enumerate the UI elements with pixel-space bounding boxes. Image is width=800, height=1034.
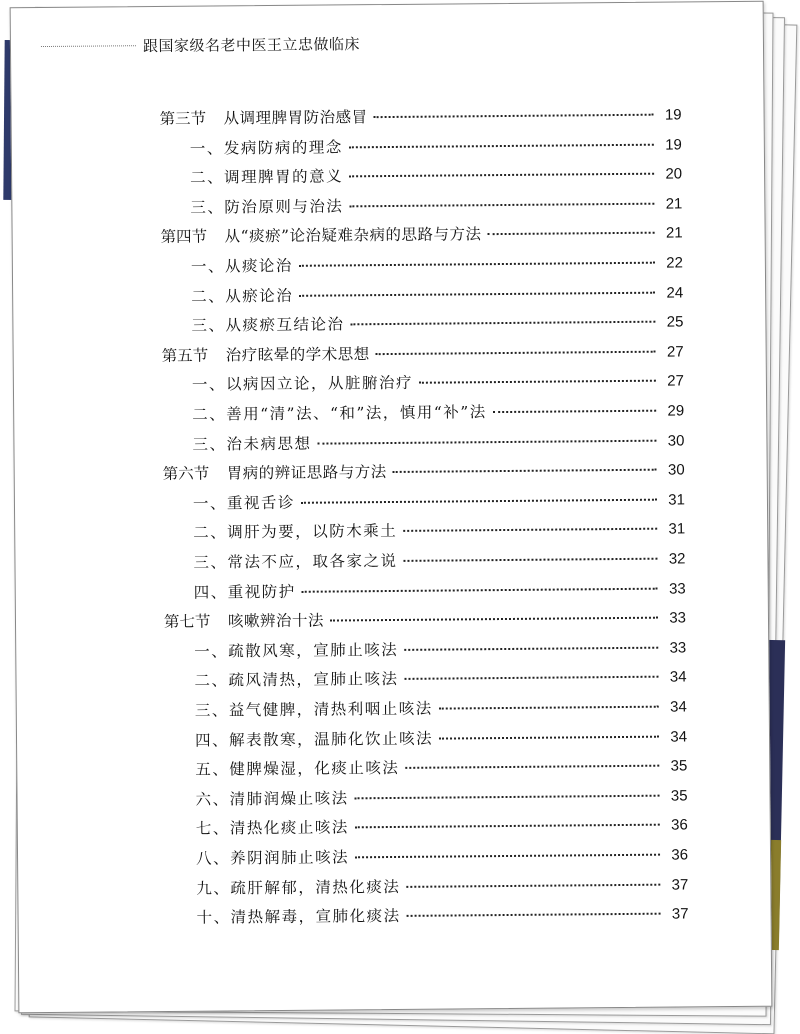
toc-section-title: 胃病的辨证思路与方法 (226, 463, 387, 483)
toc-item-title: 四、解表散寒，温肺化饮止咳法 (194, 729, 434, 750)
dot-leader (299, 262, 655, 267)
toc-section-title: 治疗眩晕的学术思想 (225, 344, 370, 365)
dot-leader (493, 410, 656, 413)
toc-item-title: 十、清热解毒，宣肺化痰法 (196, 907, 401, 927)
toc-item-row (194, 665, 686, 693)
toc-item-row (192, 428, 684, 456)
dot-leader (317, 439, 656, 444)
dot-leader (403, 558, 657, 562)
toc-item-row (192, 398, 684, 426)
toc-item-row (196, 902, 688, 930)
toc-item-title: 三、常法不应，取各家之说 (193, 551, 398, 572)
dot-leader (419, 380, 656, 384)
toc-section-row (161, 221, 683, 250)
toc-item-title: 三、从痰瘀互结论治 (191, 315, 345, 335)
toc-item-title: 三、防治原则与治法 (190, 197, 344, 217)
dot-leader (355, 794, 660, 799)
toc-section-title: 从“痰瘀”论治疑难杂病的思路与方法 (224, 225, 482, 246)
dot-leader (393, 469, 657, 473)
dot-leader (376, 350, 656, 354)
dot-leader (406, 883, 660, 887)
dot-leader (439, 706, 659, 710)
toc-item-title: 六、清肺润燥止咳法 (195, 789, 349, 809)
toc-section-title: 咳嗽辨治十法 (227, 611, 325, 631)
toc-item-title: 二、疏风清热，宣肺止咳法 (194, 670, 399, 691)
toc-page-number: 34 (670, 728, 688, 746)
dot-leader (487, 232, 654, 235)
toc-section-title: 从调理脾胃防治感冒 (223, 108, 368, 128)
toc-page-number: 21 (665, 195, 683, 213)
dot-leader (349, 143, 654, 148)
toc-item-row (196, 813, 688, 841)
toc-item-row (195, 754, 687, 782)
toc-section-label: 第七节 (163, 612, 211, 632)
toc-item-title: 一、重视舌诊 (192, 493, 296, 513)
dot-leader (355, 824, 660, 829)
toc-page-number: 19 (664, 106, 682, 124)
toc-page-number: 31 (668, 491, 686, 509)
toc-item-title: 一、从痰论治 (190, 256, 293, 276)
toc-item-row (191, 310, 683, 338)
dot-leader (299, 291, 655, 296)
toc-item-title: 二、从瘀论治 (191, 286, 294, 306)
toc-item-row (193, 546, 685, 574)
dot-leader (350, 321, 655, 326)
toc-item-title: 一、疏散风寒，宣肺止咳法 (194, 640, 399, 661)
toc-item-title: 八、养阴润肺止咳法 (195, 848, 350, 868)
toc-page-number: 37 (671, 905, 689, 923)
toc-page-number: 37 (671, 876, 689, 894)
dot-leader (374, 114, 654, 118)
toc-page-number: 34 (669, 668, 687, 686)
toc-item-row (190, 132, 682, 160)
toc-page-number: 24 (666, 284, 684, 302)
toc-page-number: 34 (669, 698, 687, 716)
toc-item-title: 二、调理脾胃的意义 (190, 167, 344, 187)
toc-item-row (192, 369, 684, 397)
toc-page-number: 27 (666, 343, 684, 361)
dot-leader (403, 528, 657, 532)
toc-page-number: 25 (666, 313, 684, 331)
toc-page (10, 1, 773, 1014)
toc-item-row (195, 694, 687, 722)
toc-section-label: 第六节 (162, 464, 210, 484)
running-header: 跟国家级名老中医王立忠做临床 (142, 35, 361, 56)
toc-page-number: 32 (668, 550, 686, 568)
toc-item-title: 二、调肝为要，以防木乘土 (193, 522, 398, 543)
toc-item-title: 二、善用“清”法、“和”法，慎用“补”法 (192, 403, 487, 424)
dot-leader (405, 676, 659, 680)
dot-leader (405, 765, 659, 769)
toc-page-number: 35 (670, 787, 688, 805)
toc-page-number: 36 (671, 816, 688, 834)
toc-page-number: 21 (665, 224, 683, 242)
toc-item-row (193, 487, 685, 515)
dot-leader (349, 202, 654, 207)
toc-item-row (190, 191, 682, 219)
toc-page-number: 30 (667, 461, 685, 479)
toc-item-title: 九、疏肝解郁，清热化痰法 (196, 877, 401, 898)
toc-item-title: 七、清热化痰止咳法 (195, 818, 349, 839)
toc-item-row (196, 842, 688, 870)
toc-section-row (160, 102, 682, 131)
toc-section-row (163, 458, 685, 487)
toc-item-title: 五、健脾燥湿，化痰止咳法 (195, 759, 400, 779)
table-of-contents (12, 102, 764, 927)
toc-page-number: 20 (665, 165, 683, 183)
toc-item-row (195, 724, 687, 752)
toc-page-number: 31 (668, 520, 686, 538)
dot-leader (404, 646, 658, 650)
toc-item-row (196, 872, 688, 900)
toc-item-row (193, 517, 685, 545)
toc-page-number: 33 (668, 580, 686, 598)
dot-leader (301, 498, 657, 503)
toc-page-number: 19 (665, 136, 682, 154)
dot-leader (349, 173, 654, 178)
toc-item-title: 三、治未病思想 (192, 434, 312, 454)
toc-item-row (194, 576, 686, 604)
toc-page-number: 29 (667, 402, 685, 420)
dot-leader (439, 735, 659, 739)
toc-item-row (191, 250, 683, 278)
toc-page-number: 30 (667, 432, 685, 450)
toc-item-row (191, 280, 683, 308)
toc-page-number: 33 (669, 609, 687, 627)
dot-leader (302, 587, 658, 592)
toc-page-number: 36 (671, 846, 689, 864)
toc-item-row (194, 635, 686, 663)
dot-leader (355, 854, 660, 859)
toc-page-number: 22 (666, 254, 683, 272)
toc-item-title: 四、重视防护 (193, 582, 296, 602)
toc-page-number: 27 (667, 372, 684, 390)
toc-item-title: 一、发病防病的理念 (189, 138, 343, 158)
toc-item-title: 三、益气健脾，清热利咽止咳法 (194, 699, 433, 720)
toc-section-label: 第三节 (159, 109, 207, 129)
dot-leader (330, 617, 658, 622)
toc-section-row (162, 339, 684, 368)
toc-section-label: 第四节 (160, 227, 208, 247)
toc-page-number: 35 (670, 757, 688, 775)
dot-leader (407, 913, 661, 917)
toc-page-number: 33 (669, 639, 687, 657)
toc-item-row (190, 162, 682, 190)
toc-item-row (195, 783, 687, 811)
toc-section-label: 第五节 (161, 346, 209, 365)
toc-item-title: 一、以病因立论，从脏腑治疗 (191, 374, 414, 395)
header-rule (41, 45, 136, 47)
toc-section-row (164, 606, 686, 635)
